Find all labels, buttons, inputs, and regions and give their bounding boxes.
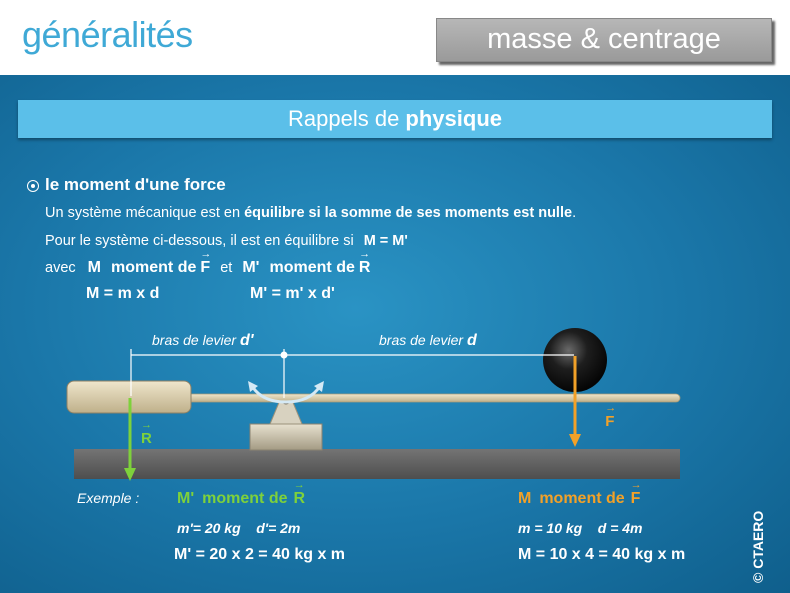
line2-formula: M = M': [363, 233, 408, 249]
copyright-label: © CTAERO: [750, 510, 766, 583]
line3-moment-de2: moment de: [269, 259, 355, 276]
lever-arm-left-label: [152, 332, 254, 350]
line1-bold: équilibre si la somme de ses moments est nulle: [244, 205, 573, 221]
example-left-values: m'= 20 kg d'= 2m: [177, 520, 301, 536]
line3-f: → F: [200, 259, 210, 277]
example-left-title: [177, 490, 305, 508]
line1-start: Un système mécanique est en: [45, 205, 245, 221]
line3-r: → R: [359, 259, 371, 277]
lever-arm-left-text: bras de levier: [152, 332, 240, 348]
banner-bold: physique: [405, 106, 502, 131]
line3-mprime: M': [242, 259, 260, 276]
lever-beam: [180, 394, 680, 402]
example-right-formula: M = 10 x 4 = 40 kg x m: [518, 546, 686, 563]
example-right-m: M: [518, 490, 532, 507]
line3-avec: avec: [45, 260, 76, 276]
example-right-title: [518, 490, 640, 508]
example-left-m: M': [177, 490, 195, 507]
lever-arm-right-text: bras de levier: [379, 332, 467, 348]
example-right-text: moment de: [539, 490, 625, 507]
force-f-label: → F: [605, 413, 614, 430]
line3-moment-de: moment de: [111, 259, 197, 276]
lever-arm-right-label: [379, 332, 477, 350]
fulcrum-base: [250, 424, 322, 450]
example-left-text: moment de: [202, 490, 288, 507]
example-left-formula: M' = 20 x 2 = 40 kg x m: [174, 546, 346, 563]
brand-title: généralités: [22, 14, 193, 55]
line1-end: .: [572, 205, 577, 221]
ground: [74, 449, 680, 479]
lever-arm-right-var: d: [466, 332, 477, 349]
force-r-label: → R: [141, 430, 152, 447]
formula-mprime: M' = m' x d': [250, 285, 335, 302]
lever-arm-left-var: d': [239, 332, 254, 349]
banner-prefix: Rappels de: [288, 106, 406, 131]
example-right-values: m = 10 kg d = 4m: [518, 520, 643, 536]
example-right-vec: → F: [631, 490, 641, 508]
formula-m: M = m x d: [86, 285, 160, 302]
example-label: Exemple :: [77, 490, 140, 506]
line3-et: et: [220, 260, 233, 276]
example-left-vec: → R: [293, 490, 305, 508]
section-title: le moment d'une force: [45, 175, 226, 194]
topic-tab[interactable]: masse & centrage: [436, 18, 772, 62]
line2-start: Pour le système ci-dessous, il est en équilibre si: [45, 233, 358, 249]
line3-m: M: [87, 259, 101, 276]
